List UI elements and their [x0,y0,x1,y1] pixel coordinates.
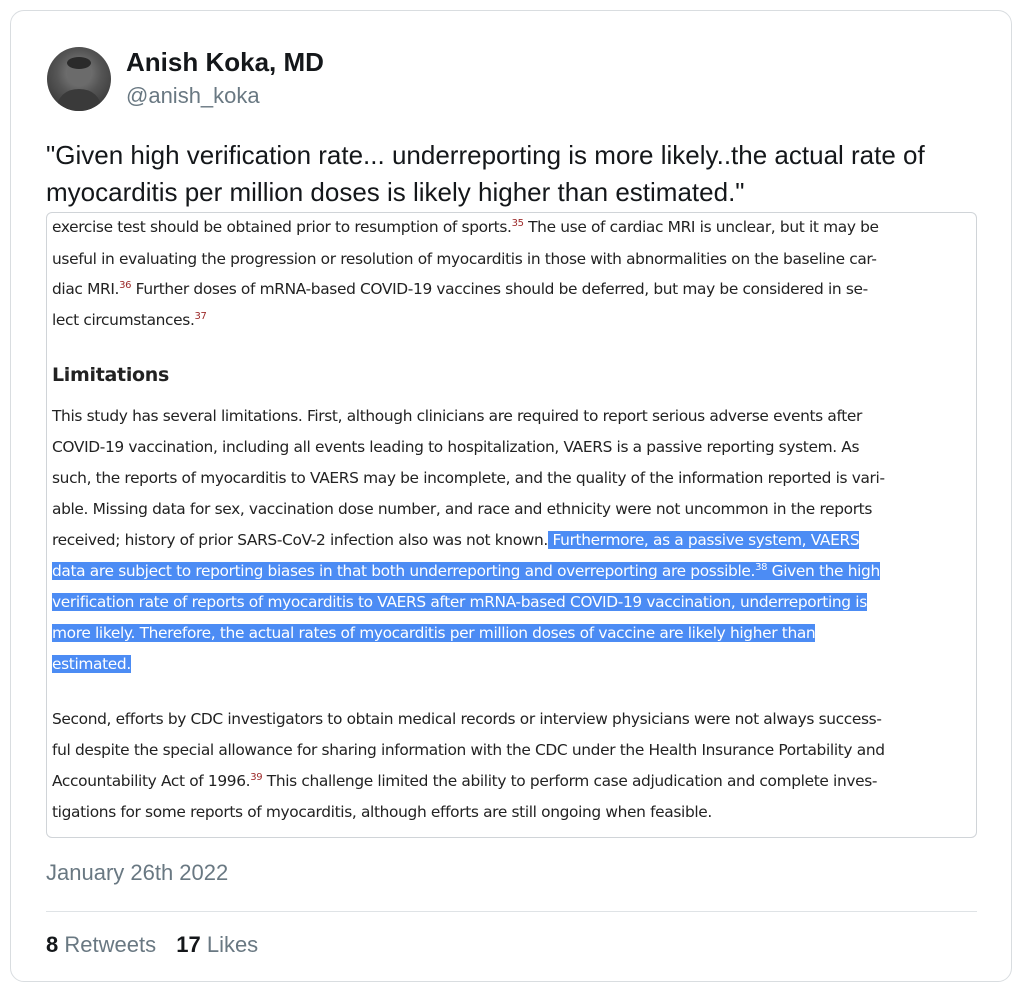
reference-number: 38 [755,562,768,573]
reference-number: 36 [119,280,132,291]
article-line: such, the reports of myocarditis to VAERS may be incomplete, and the quality of the information reported is vari- [52,469,885,487]
article-line: lect circumstances.$^{37}$ [52,311,207,329]
article-line: This study has several limitations. First, although clinicians are required to report serious adverse events after [52,407,863,425]
article-line: COVID-19 vaccination, including all events leading to hospitalization, VAERS is a passive reporting system. As [52,438,860,456]
article-line: tigations for some reports of myocarditis, although efforts are still ongoing when feasible. [52,803,712,821]
tweet-date[interactable]: January 26th 2022 [46,860,229,885]
tweet-text: "Given high verification rate... underreporting is more likely..the actual rate of myocarditis per million doses is likely higher than estimated." [46,140,925,207]
retweets-stat[interactable]: 8 Retweets [46,932,157,957]
reference-number: 39 [250,772,263,783]
article-line [52,624,815,642]
article-line: exercise test should be obtained prior to resumption of sports.$^{35}$ The use of cardiac MRI is unclear, but it may be [52,218,879,236]
article-line: Second, efforts by CDC investigators to obtain medical records or interview physicians were not always success- [52,710,882,728]
section-heading: Limitations [52,364,170,386]
tweet-stats [46,932,272,958]
author-handle[interactable]: @anish_koka [126,83,260,108]
article-line: diac MRI.$^{36}$ Further doses of mRNA-based COVID-19 vaccines should be deferred, but may be considered in se- [52,280,868,298]
quoted-article-image [46,212,977,838]
article-line: Accountability Act of 1996.39 This challenge limited the ability to perform case adjudication and complete inves- [52,772,878,790]
highlighted-text: estimated. [52,655,131,673]
article-line: able. Missing data for sex, vaccination dose number, and race and ethnicity were not uncommon in the reports [52,500,873,518]
highlighted-text: verification rate of reports of myocarditis to VAERS after mRNA-based COVID-19 vaccination, underreporting is [52,593,867,611]
highlighted-text: more likely. Therefore, the actual rates of myocarditis per million doses of vaccine are likely higher than [52,624,816,642]
article-line [52,593,867,611]
author-name[interactable]: Anish Koka, MD [126,47,324,77]
reference-number: 35 [511,218,524,229]
article-line [52,655,131,673]
article-line: received; history of prior SARS-CoV-2 infection also was not known. Furthermore, as a passive system, VAERS [52,531,860,549]
article-line: useful in evaluating the progression or resolution of myocarditis in those with abnormalities on the baseline car- [52,250,877,268]
article-line: ful despite the special allowance for sharing information with the CDC under the Health Insurance Portability and [52,741,885,759]
likes-stat[interactable]: 17 Likes [176,932,259,957]
divider [46,911,977,912]
article-line [52,562,880,580]
highlighted-text: data are subject to reporting biases in that both underreporting and overreporting are possible.$^{38}$ Given the high [52,562,880,580]
highlighted-text: Furthermore, as a passive system, VAERS [547,531,860,549]
reference-number: 37 [194,311,207,322]
avatar[interactable] [47,47,111,111]
